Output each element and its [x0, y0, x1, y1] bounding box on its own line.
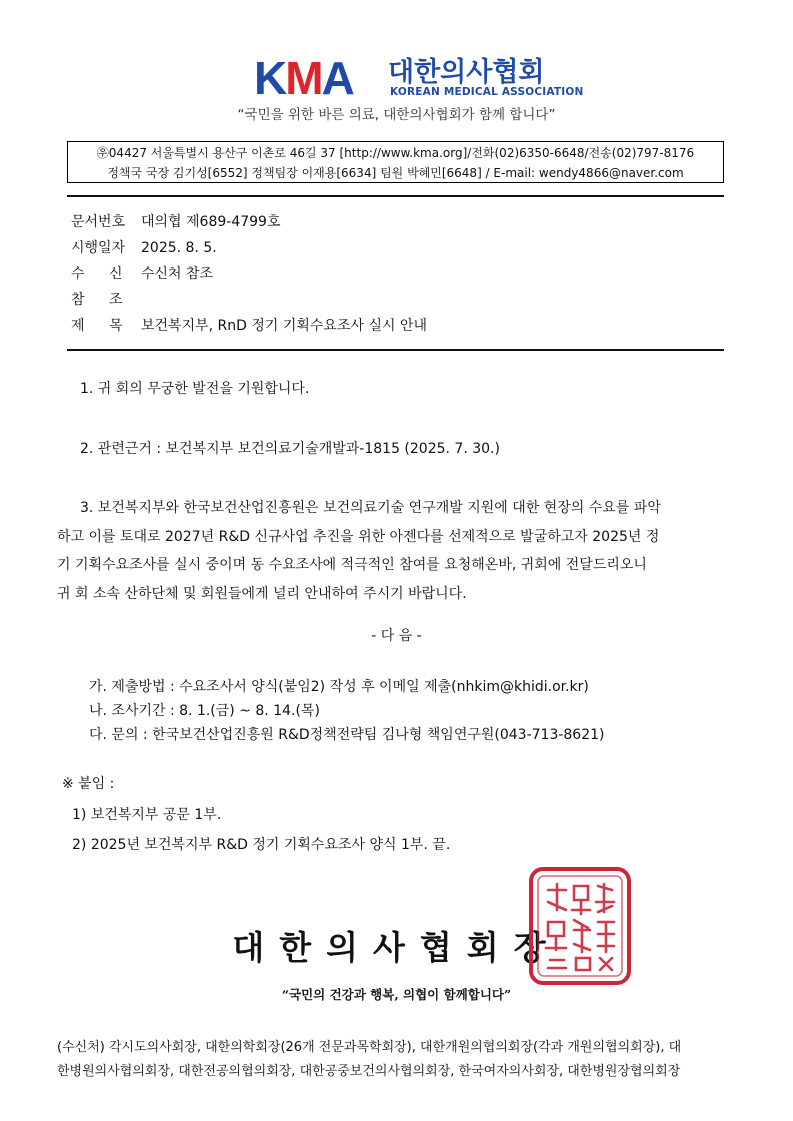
doc-number: 대의협 제689-4799호	[141, 214, 281, 230]
paragraph-3-line-2: 하고 이를 토대로 2027년 R&D 신규사업 추진을 위한 아젠다를 선제적으로 발굴하고자 2025년 정	[57, 529, 660, 545]
doc-number-row	[71, 211, 280, 233]
recipients-line-2: 한병원의사협의회장, 대한전공의협의회장, 대한공중보건의사협의회장, 한국여자의사회장, 대한병원장협의회장	[57, 1064, 681, 1079]
subject-label-a: 제	[71, 318, 85, 334]
header-slogan: “국민을 위한 바른 의료, 대한의사협회가 함께 합니다”	[237, 107, 556, 123]
footer-slogan: “국민의 건강과 행복, 의협이 함께합니다”	[281, 987, 512, 1002]
paragraph-2: 2. 관련근거 : 보건복지부 보건의료기술개발과-1815 (2025. 7. 30.)	[80, 441, 500, 457]
address-line-1: ㉾04427 서울특별시 용산구 이촌로 46길 37 [http://www.kma.org]/전화(02)6350-6648/전송(02)797-8176	[96, 146, 695, 160]
attachment-item: 2) 2025년 보건복지부 R&D 정기 기획수요조사 양식 1부. 끝.	[72, 837, 451, 853]
paragraph-3-line-3: 기 기획수요조사를 실시 중이며 동 수요조사에 적극적인 참여를 요청해온바, 귀회에 전달드리오니	[57, 557, 647, 573]
list-item: 가. 제출방법 : 수요조사서 양식(붙임2) 작성 후 이메일 제출(nhkim@khidi.or.kr)	[89, 679, 589, 695]
paragraph-1: 1. 귀 회의 무궁한 발전을 기원합니다.	[80, 381, 310, 397]
list-item: 다. 문의 : 한국보건산업진흥원 R&D정책전략팀 김나형 책임연구원(043-713-8621)	[89, 727, 605, 743]
recipient-label-a: 수	[71, 266, 85, 282]
attachment-item: 1) 보건복지부 공문 1부.	[72, 807, 222, 823]
sender-name: 대한의사협회장	[232, 928, 561, 967]
address-line-2: 정책국 국장 김기성[6552] 정책팀장 이재용[6634] 팀원 박혜민[6648] / E-mail: wendy4866@naver.com	[107, 166, 684, 180]
list-item: 나. 조사기간 : 8. 1.(금) ~ 8. 14.(목)	[89, 703, 320, 719]
logo-english-name: KOREAN MEDICAL ASSOCIATION	[390, 86, 584, 98]
date-row	[71, 237, 217, 259]
logo-korean-name: 대한의사협회	[388, 57, 545, 88]
subject-label-b: 목	[109, 318, 123, 334]
address-box	[67, 141, 724, 183]
date-label: 시행일자	[71, 240, 126, 256]
paragraph-3-line-1: 3. 보건복지부와 한국보건산업진흥원은 보건의료기술 연구개발 지원에 대한 현장의 수요를 파악	[80, 500, 661, 516]
meta-divider	[67, 349, 724, 351]
subject-value: 보건복지부, RnD 정기 기획수요조사 실시 안내	[141, 318, 427, 334]
recipient-row	[71, 263, 213, 285]
seal-stamp-icon	[528, 866, 632, 986]
recipient-label-b: 신	[109, 266, 123, 282]
attachment-title: ※ 붙임 :	[62, 776, 115, 792]
kma-logo-text: KMA	[254, 52, 353, 104]
official-seal	[528, 866, 632, 986]
recipients-block	[57, 1036, 737, 1084]
doc-number-label: 문서번호	[71, 214, 126, 230]
subject-row	[71, 315, 427, 337]
paragraph-3-line-4: 귀 회 소속 산하단체 및 회원들에게 널리 안내하여 주시기 바랍니다.	[57, 586, 467, 602]
reference-label-a: 참	[71, 292, 85, 308]
reference-row	[71, 289, 141, 311]
recipients-line-1: (수신처) 각시도의사회장, 대한의학회장(26개 전문과목학회장), 대한개원의협의회장(각과 개원의협의회장), 대	[57, 1040, 682, 1055]
dagum-heading: - 다 음 -	[371, 628, 422, 644]
top-divider	[67, 195, 724, 197]
kma-logo	[254, 52, 353, 104]
date-value: 2025. 8. 5.	[141, 240, 217, 256]
reference-label-b: 조	[109, 292, 123, 308]
recipient-value: 수신처 참조	[141, 266, 214, 282]
